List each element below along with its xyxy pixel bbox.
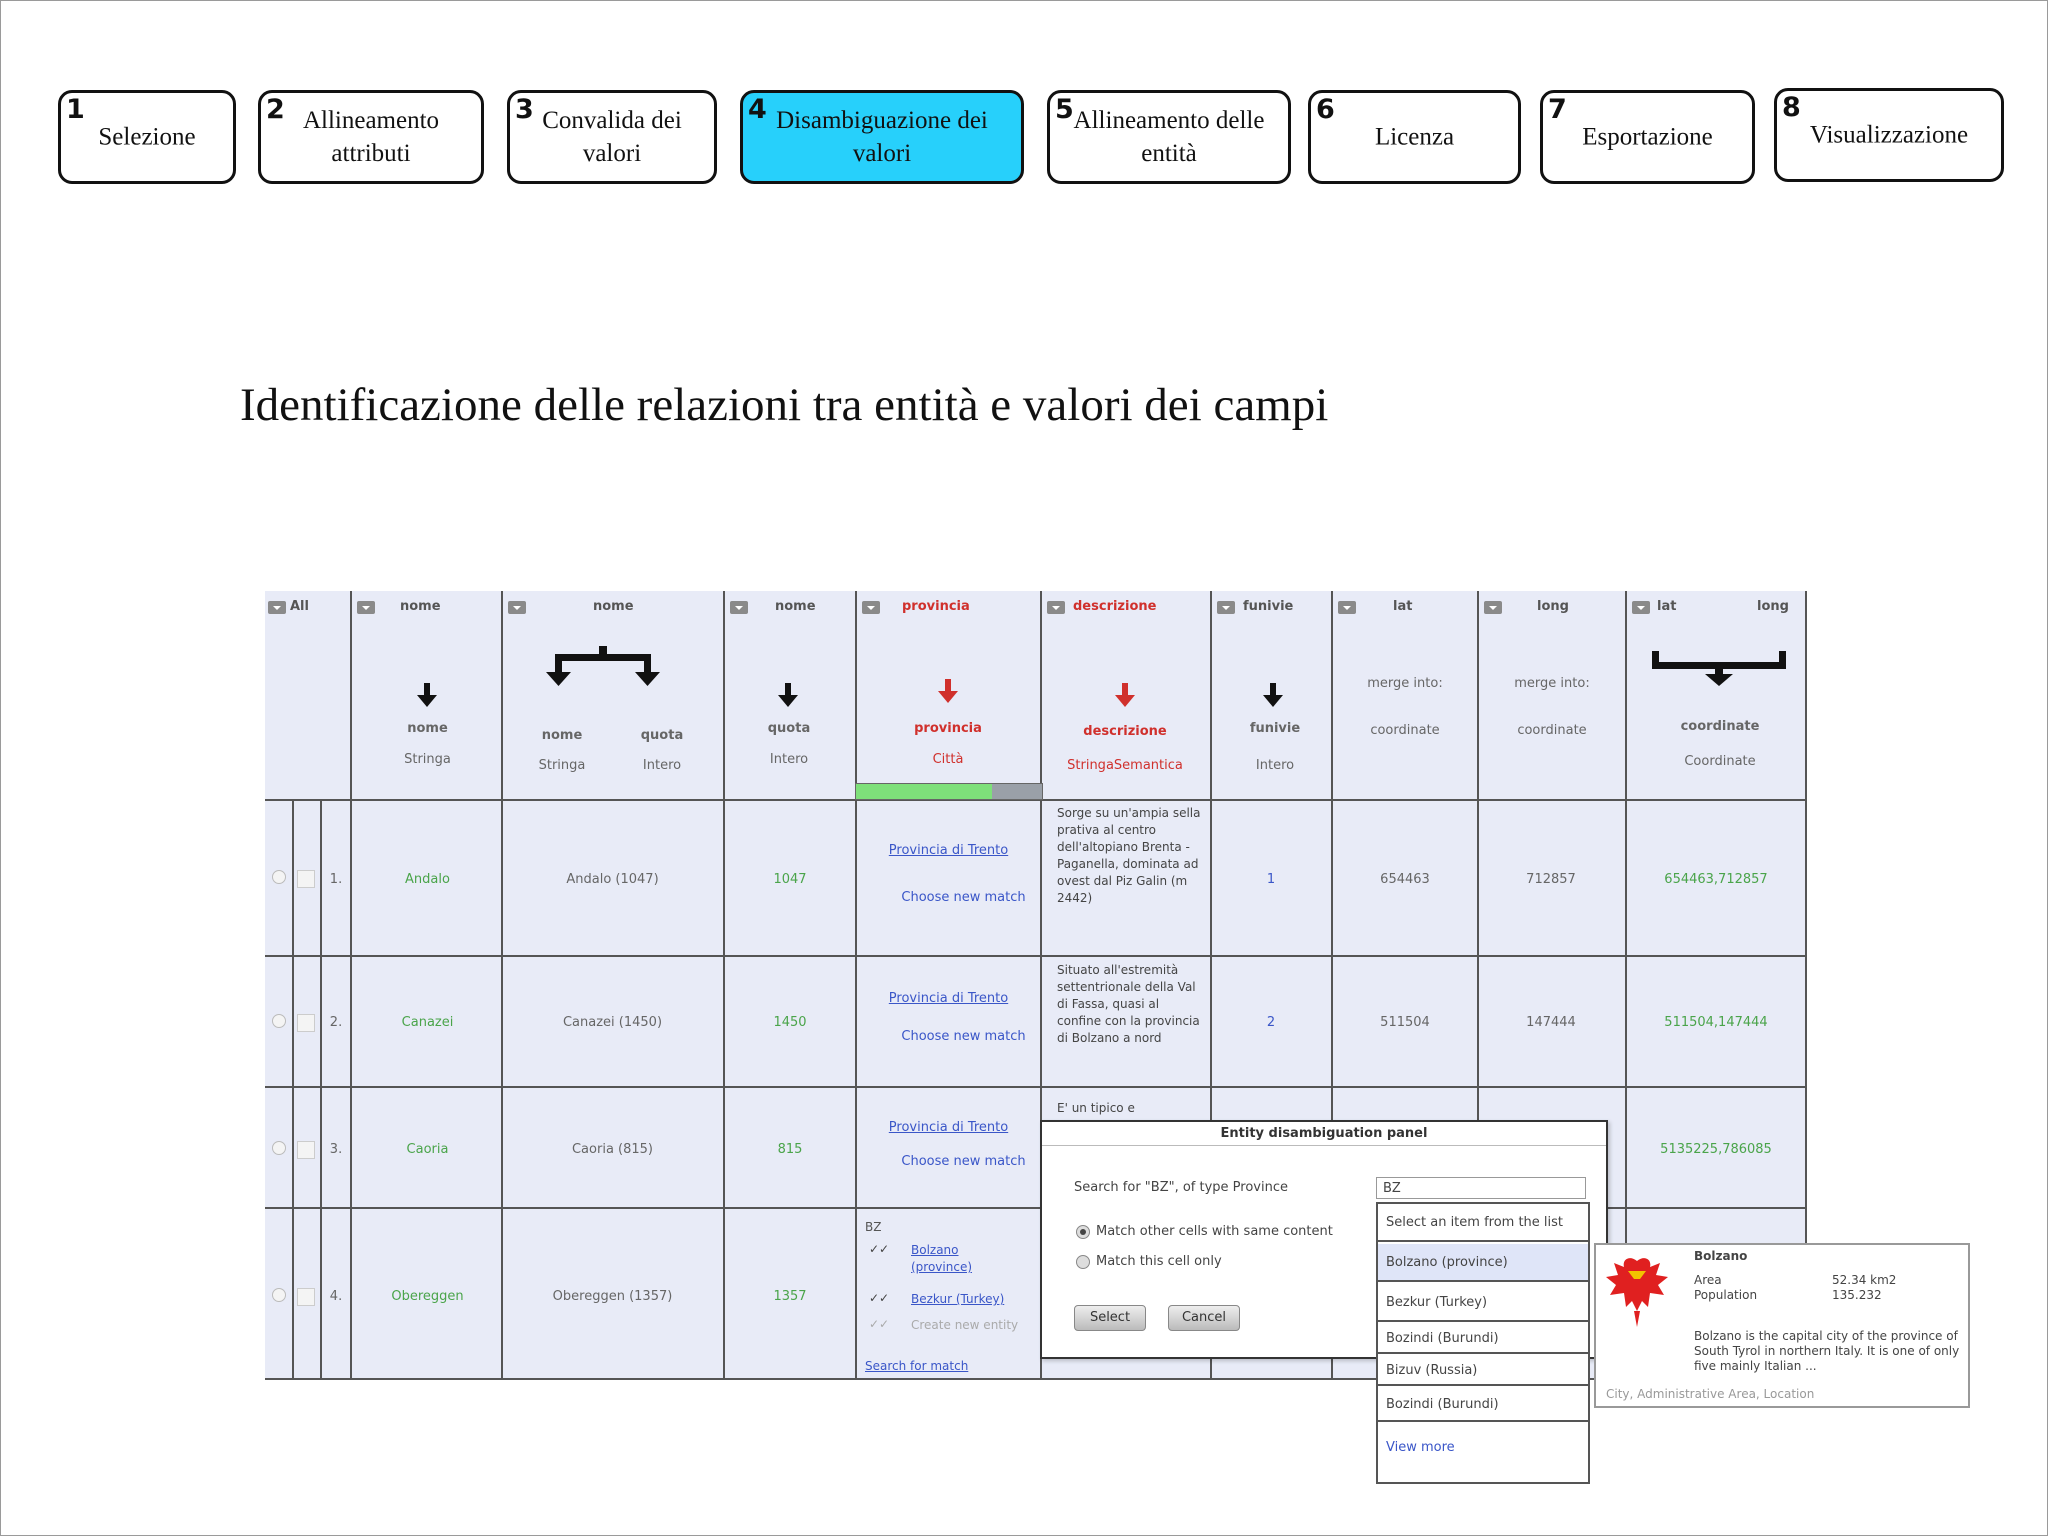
target-type: Intero bbox=[769, 752, 809, 767]
merge-target: coordinate bbox=[1517, 723, 1587, 738]
column-name: descrizione bbox=[1073, 599, 1157, 614]
split-arrow-icon bbox=[545, 646, 665, 696]
cell-quota: 1047 bbox=[773, 872, 807, 887]
target-field: quota bbox=[767, 721, 811, 736]
cell-nome-quota: Caoria (815) bbox=[571, 1142, 653, 1157]
cell-nome-quota: Andalo (1047) bbox=[566, 872, 659, 887]
merge-label: merge into: bbox=[1514, 676, 1590, 691]
step-number: 1 bbox=[66, 94, 85, 125]
row-divider bbox=[265, 955, 1807, 957]
row-radio[interactable] bbox=[272, 870, 286, 884]
population-value: 135.232 bbox=[1832, 1288, 1882, 1302]
row-number: 3. bbox=[329, 1142, 343, 1157]
dropdown-item[interactable]: Bolzano (province) bbox=[1378, 1244, 1588, 1282]
column-name: funivie bbox=[1243, 599, 1294, 614]
step-2[interactable] bbox=[258, 90, 484, 184]
step-number: 3 bbox=[515, 94, 534, 125]
area-label: Area bbox=[1694, 1273, 1722, 1287]
search-label: Search for "BZ", of type Province bbox=[1074, 1180, 1288, 1195]
row-divider bbox=[265, 1086, 1807, 1088]
select-button[interactable]: Select bbox=[1074, 1305, 1146, 1331]
column-name: lat bbox=[1393, 599, 1413, 614]
target-type: Intero bbox=[642, 758, 682, 773]
col-divider bbox=[723, 591, 725, 1380]
step-label: Licenza bbox=[1374, 123, 1455, 151]
cell-long: 147444 bbox=[1526, 1015, 1576, 1030]
match-all-radio[interactable] bbox=[1076, 1225, 1090, 1239]
column-name: long bbox=[1537, 599, 1569, 614]
target-type: Città bbox=[932, 752, 964, 767]
column-menu-button[interactable] bbox=[1047, 601, 1065, 614]
target-field: funivie bbox=[1249, 721, 1301, 736]
cell-descrizione: E' un tipico e bbox=[1057, 1101, 1135, 1115]
cell-long: 712857 bbox=[1526, 872, 1576, 887]
step-5[interactable] bbox=[1047, 90, 1291, 184]
col-divider bbox=[320, 799, 322, 1380]
cell-nome: Caoria bbox=[406, 1142, 449, 1157]
target-field: descrizione bbox=[1083, 724, 1167, 739]
candidate-link[interactable]: Bolzano (province) bbox=[911, 1243, 973, 1274]
cell-coordinate: 5135225,786085 bbox=[1660, 1142, 1772, 1157]
cancel-button[interactable]: Cancel bbox=[1168, 1305, 1240, 1331]
step-label: Selezione bbox=[98, 123, 196, 151]
step-number: 2 bbox=[266, 94, 285, 125]
choose-new-match-link[interactable]: Choose new match bbox=[901, 890, 1026, 905]
row-doc-icon[interactable] bbox=[297, 870, 315, 888]
cell-value-bz: BZ bbox=[865, 1220, 882, 1234]
cell-funivie: 2 bbox=[1266, 1015, 1276, 1030]
step-label: Esportazione bbox=[1582, 123, 1713, 151]
column-menu-button[interactable] bbox=[730, 601, 748, 614]
row-number: 1. bbox=[329, 872, 343, 887]
cell-descrizione: Sorge su un'ampia sella prativa al centro dell'altopiano Brenta - Paganella, dominata ad ovest dal Piz Galin (m 2442) bbox=[1057, 806, 1201, 905]
search-for-match-link[interactable]: Search for match bbox=[865, 1359, 969, 1373]
column-menu-button[interactable] bbox=[268, 601, 286, 614]
step-number: 8 bbox=[1782, 92, 1801, 123]
row-doc-icon[interactable] bbox=[297, 1288, 315, 1306]
cell-nome: Andalo bbox=[405, 872, 450, 887]
area-value: 52.34 km2 bbox=[1832, 1273, 1897, 1287]
population-label: Population bbox=[1694, 1288, 1758, 1302]
col-divider bbox=[855, 591, 857, 1380]
match-one-label: Match this cell only bbox=[1096, 1254, 1222, 1269]
column-menu-button[interactable] bbox=[508, 601, 526, 614]
col-divider bbox=[350, 591, 352, 1380]
cell-quota: 1450 bbox=[773, 1015, 807, 1030]
progress-fill bbox=[856, 784, 992, 799]
target-type: Stringa bbox=[538, 758, 586, 773]
cell-descrizione: Situato all'estremità settentrionale della Val di Fassa, quasi al confine con la provincia di Bolzano a nord bbox=[1057, 963, 1200, 1045]
match-link[interactable]: Provincia di Trento bbox=[888, 843, 1009, 858]
column-name: nome bbox=[775, 599, 816, 614]
step-label: Convalida dei valori bbox=[542, 107, 682, 167]
row-doc-icon[interactable] bbox=[297, 1014, 315, 1032]
entity-description: Bolzano is the capital city of the province of South Tyrol in northern Italy. It is one of only five mainly Italian ... bbox=[1694, 1329, 1960, 1373]
target-field: provincia bbox=[914, 721, 982, 736]
row-radio[interactable] bbox=[272, 1288, 286, 1302]
step-1[interactable] bbox=[58, 90, 236, 184]
cell-nome-quota: Canazei (1450) bbox=[562, 1015, 663, 1030]
target-type: StringaSemantica bbox=[1067, 758, 1183, 773]
progress-bar bbox=[855, 783, 1043, 800]
row-number: 2. bbox=[329, 1015, 343, 1030]
step-label: Disambiguazione dei valori bbox=[776, 107, 988, 167]
column-name: provincia bbox=[902, 599, 970, 614]
column-menu-button[interactable] bbox=[357, 601, 375, 614]
dropdown-item[interactable]: Bozindi (Burundi) bbox=[1378, 1388, 1588, 1422]
column-menu-button[interactable] bbox=[862, 601, 880, 614]
column-name: nome bbox=[593, 599, 634, 614]
check-icon: ✓✓ bbox=[869, 1242, 890, 1256]
entity-info-card bbox=[1594, 1243, 1970, 1408]
column-menu-button[interactable] bbox=[1632, 601, 1650, 614]
target-type: Intero bbox=[1255, 758, 1295, 773]
step-label: Visualizzazione bbox=[1809, 121, 1969, 149]
dropdown-header: Select an item from the list bbox=[1378, 1204, 1588, 1242]
step-label: Allineamento delle entità bbox=[1073, 107, 1265, 167]
cell-lat: 511504 bbox=[1380, 1015, 1430, 1030]
step-6[interactable] bbox=[1308, 90, 1521, 184]
step-8[interactable] bbox=[1774, 88, 2004, 182]
candidate-link[interactable]: Bezkur (Turkey) bbox=[911, 1292, 1005, 1306]
cell-funivie: 1 bbox=[1266, 872, 1276, 887]
match-link[interactable]: Provincia di Trento bbox=[888, 1120, 1009, 1135]
step-number: 7 bbox=[1548, 94, 1567, 125]
step-number: 6 bbox=[1316, 94, 1335, 125]
panel-title: Entity disambiguation panel bbox=[1042, 1126, 1606, 1146]
target-field: coordinate bbox=[1680, 719, 1760, 734]
step-number: 4 bbox=[748, 94, 767, 125]
row-radio[interactable] bbox=[272, 1014, 286, 1028]
entity-tags: City, Administrative Area, Location bbox=[1606, 1387, 1815, 1401]
col-divider bbox=[501, 591, 503, 1380]
check-icon: ✓✓ bbox=[869, 1317, 890, 1331]
target-field: nome bbox=[541, 728, 583, 743]
dropdown-item[interactable]: Bizuv (Russia) bbox=[1378, 1356, 1588, 1386]
merge-arrow-icon bbox=[1650, 651, 1790, 696]
cell-coordinate: 511504,147444 bbox=[1664, 1015, 1768, 1030]
merge-target: coordinate bbox=[1370, 723, 1440, 738]
entity-name: Bolzano bbox=[1694, 1249, 1748, 1263]
create-new-entity-link[interactable]: Create new entity bbox=[911, 1318, 1019, 1332]
column-menu-button[interactable] bbox=[1338, 601, 1356, 614]
target-type: Coordinate bbox=[1684, 754, 1756, 769]
row-number: 4. bbox=[329, 1289, 343, 1304]
step-3[interactable] bbox=[507, 90, 717, 184]
view-more-link[interactable]: View more bbox=[1386, 1440, 1455, 1455]
step-7[interactable] bbox=[1540, 90, 1755, 184]
all-label: All bbox=[290, 599, 309, 614]
step-4[interactable] bbox=[740, 90, 1024, 184]
col-divider bbox=[292, 799, 294, 1380]
target-type: Stringa bbox=[404, 752, 451, 767]
search-input[interactable]: BZ bbox=[1376, 1177, 1586, 1199]
cell-quota: 815 bbox=[777, 1142, 803, 1157]
choose-new-match-link[interactable]: Choose new match bbox=[901, 1029, 1026, 1044]
page-title: Identificazione delle relazioni tra entità e valori dei campi bbox=[240, 379, 1329, 431]
cell-lat: 654463 bbox=[1380, 872, 1430, 887]
cell-coordinate: 654463,712857 bbox=[1664, 872, 1768, 887]
match-link[interactable]: Provincia di Trento bbox=[888, 991, 1009, 1006]
row-radio[interactable] bbox=[272, 1141, 286, 1155]
step-number: 5 bbox=[1055, 94, 1074, 125]
match-all-label: Match other cells with same content bbox=[1096, 1224, 1333, 1239]
dropdown-item[interactable]: Bezkur (Turkey) bbox=[1378, 1284, 1588, 1322]
merge-label: merge into: bbox=[1367, 676, 1443, 691]
column-menu-button[interactable] bbox=[1217, 601, 1235, 614]
cell-nome: Obereggen bbox=[391, 1289, 464, 1304]
dropdown-item[interactable]: Bozindi (Burundi) bbox=[1378, 1324, 1588, 1354]
coat-of-arms-icon bbox=[1602, 1251, 1672, 1333]
cell-nome: Canazei bbox=[401, 1015, 454, 1030]
column-name: lat bbox=[1657, 599, 1677, 614]
target-field: nome bbox=[407, 721, 448, 736]
entity-dropdown bbox=[1376, 1202, 1590, 1484]
row-doc-icon[interactable] bbox=[297, 1141, 315, 1159]
target-field: quota bbox=[640, 728, 684, 743]
cell-nome-quota: Obereggen (1357) bbox=[552, 1289, 673, 1304]
step-label: Allineamento attributi bbox=[302, 107, 440, 167]
match-one-radio[interactable] bbox=[1076, 1255, 1090, 1269]
column-name: nome bbox=[400, 599, 441, 614]
choose-new-match-link[interactable]: Choose new match bbox=[901, 1154, 1026, 1169]
column-menu-button[interactable] bbox=[1484, 601, 1502, 614]
cell-quota: 1357 bbox=[773, 1289, 807, 1304]
check-icon: ✓✓ bbox=[869, 1291, 890, 1305]
column-name: long bbox=[1757, 599, 1789, 614]
